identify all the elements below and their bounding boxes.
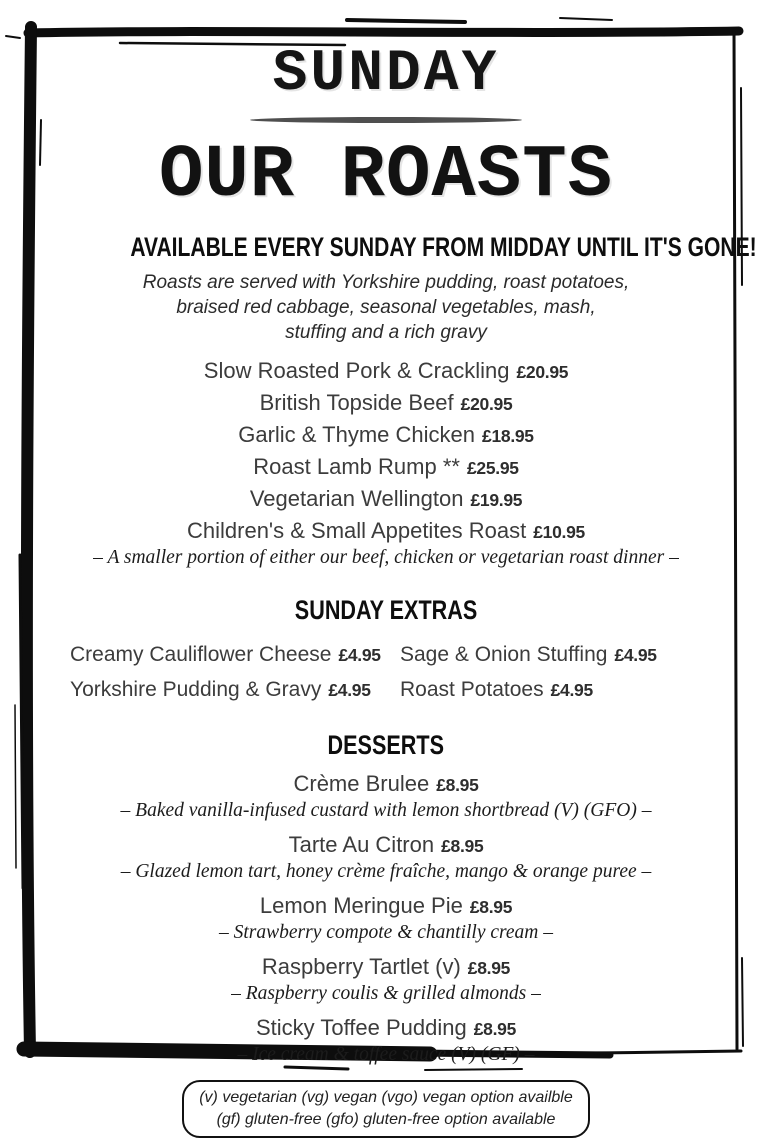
item-description: – Baked vanilla-infused custard with lemon shortbread (V) (GFO) – [120, 799, 652, 821]
menu-item [70, 641, 400, 669]
menu-page [42, 0, 757, 1138]
menu-item [42, 421, 730, 450]
item-name: British Topside Beef [259, 389, 454, 415]
menu-item [70, 676, 400, 704]
legend-wrapper [42, 1066, 730, 1138]
item-description: – Ice cream & toffee sauce (V) (GF) – [237, 1043, 535, 1065]
served-note-line: Roasts are served with Yorkshire pudding, roast potatoes, [142, 271, 630, 293]
section-heading-desserts [42, 730, 730, 761]
menu-item [42, 831, 730, 860]
item-name: Roast Lamb Rump ** [253, 453, 460, 479]
menu-item [42, 953, 730, 982]
dietary-legend-box [182, 1080, 590, 1138]
menu-item [400, 676, 730, 704]
item-price: £4.95 [338, 644, 381, 665]
title-underline-stroke [250, 117, 522, 123]
item-price: £20.95 [460, 393, 513, 414]
item-price: £10.95 [533, 521, 585, 542]
item-price: £4.95 [328, 679, 371, 700]
item-name: Tarte Au Citron [288, 831, 435, 857]
desserts-heading-text: DESSERTS [327, 729, 445, 760]
item-name: Slow Roasted Pork & Crackling [203, 357, 510, 383]
item-description: – Glazed lemon tart, honey crème fraîche, mango & orange puree – [120, 860, 652, 882]
menu-item [42, 453, 730, 482]
item-description: – Raspberry coulis & grilled almonds – [231, 982, 541, 1004]
legend-line: (gf) gluten-free (gfo) gluten-free option available [216, 1110, 556, 1128]
legend-line: (v) vegetarian (vg) vegan (vgo) vegan option availble [199, 1088, 573, 1106]
extras-column-right [400, 634, 730, 704]
item-price: £20.95 [516, 361, 569, 382]
dessert-item [42, 770, 730, 822]
item-price: £8.95 [441, 835, 484, 856]
menu-item [42, 357, 730, 386]
dessert-item [42, 953, 730, 1005]
item-name: Sage & Onion Stuffing [400, 642, 608, 666]
section-heading-sunday-extras [42, 595, 730, 626]
item-name: Roast Potatoes [400, 677, 544, 701]
item-name: Vegetarian Wellington [249, 485, 464, 511]
extras-grid [70, 634, 730, 704]
sunday-extras-heading-text: SUNDAY EXTRAS [294, 594, 478, 625]
item-name: Lemon Meringue Pie [259, 892, 463, 918]
item-name: Crème Brulee [293, 770, 430, 796]
dessert-item [42, 1014, 730, 1066]
item-price: £4.95 [614, 644, 657, 665]
item-name: Sticky Toffee Pudding [255, 1014, 467, 1040]
menu-item [42, 1014, 730, 1043]
page-title: OUR ROASTS [158, 134, 614, 218]
day-title: SUNDAY [272, 42, 500, 107]
item-price: £8.95 [469, 896, 513, 917]
item-price: £8.95 [436, 774, 479, 795]
item-name: Garlic & Thyme Chicken [238, 421, 476, 447]
item-price: £8.95 [473, 1018, 517, 1039]
menu-item [42, 517, 730, 546]
item-price: £18.95 [482, 425, 534, 446]
item-price: £19.95 [470, 489, 523, 510]
dessert-item [42, 892, 730, 944]
served-note-line: braised red cabbage, seasonal vegetables, mash, [176, 296, 596, 318]
item-description: – A smaller portion of either our beef, chicken or vegetarian roast dinner – [93, 546, 679, 568]
served-note-line: stuffing and a rich gravy [285, 321, 487, 343]
desserts-list [42, 770, 730, 1066]
availability-banner [42, 232, 757, 263]
item-name: Raspberry Tartlet (v) [261, 953, 461, 979]
extras-column-left [70, 634, 400, 704]
menu-item [42, 389, 730, 418]
item-price: £8.95 [467, 957, 511, 978]
menu-item [42, 770, 730, 799]
item-name: Creamy Cauliflower Cheese [70, 642, 332, 666]
item-description: – Strawberry compote & chantilly cream – [219, 921, 553, 943]
item-price: £4.95 [550, 679, 593, 700]
roasts-list [42, 357, 730, 569]
dessert-item [42, 831, 730, 883]
availability-text: AVAILABLE EVERY SUNDAY FROM MIDDAY UNTIL IT'S GONE! [130, 232, 757, 262]
menu-item [400, 641, 730, 669]
item-name: Yorkshire Pudding & Gravy [70, 677, 322, 701]
item-name: Children's & Small Appetites Roast [187, 517, 527, 543]
menu-item [42, 892, 730, 921]
menu-item [42, 485, 730, 514]
served-note [42, 270, 730, 345]
item-price: £25.95 [466, 457, 519, 478]
